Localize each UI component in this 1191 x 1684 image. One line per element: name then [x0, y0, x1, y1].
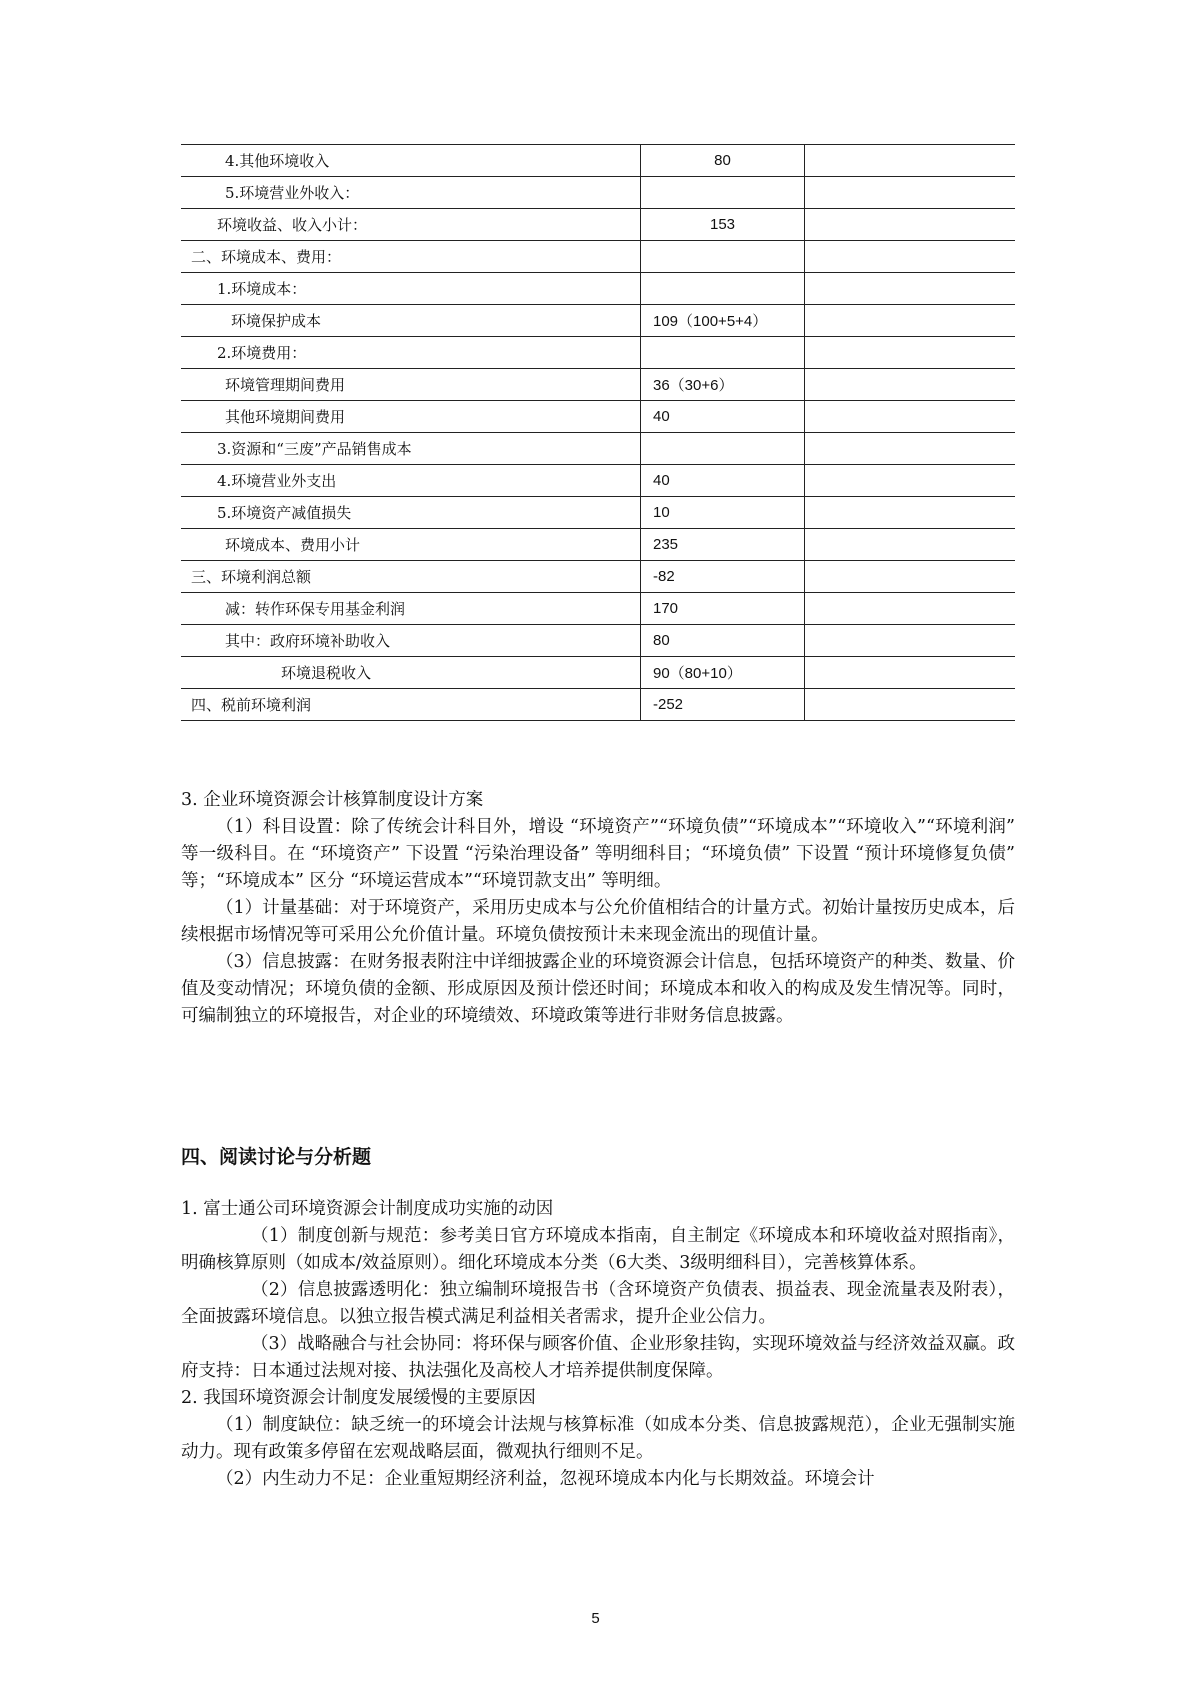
row-note	[805, 433, 1016, 465]
row-note	[805, 561, 1016, 593]
table-row	[181, 593, 1015, 625]
question-2-title: 2. 我国环境资源会计制度发展缓慢的主要原因	[181, 1388, 536, 1408]
row-note	[805, 145, 1016, 177]
row-value: 90（80+10）	[641, 657, 805, 689]
table-row	[181, 625, 1015, 657]
row-note	[805, 273, 1016, 305]
section-3-paragraph-1: （1）科目设置：除了传统会计科目外，增设 “环境资产”“环境负债”“环境成本”“环境收入”“环境利润” 等一级科目。在 “环境资产” 下设置 “污染治理设备” 等明细科目；“环境负债” 下设置 “预计环境修复负债” 等；“环境成本” 区分 “环境运营成本”“环境罚款支出” 等明细。	[181, 817, 1015, 891]
row-note	[805, 497, 1016, 529]
row-value: 170	[641, 593, 805, 625]
row-label: 三、环境利润总额	[181, 561, 641, 593]
table-row	[181, 305, 1015, 337]
row-note	[805, 369, 1016, 401]
question-1-paragraph-1: （1）制度创新与规范：参考美日官方环境成本指南，自主制定《环境成本和环境收益对照指南》，明确核算原则（如成本/效益原则）。细化环境成本分类（6大类、3级明细科目），完善核算体系。	[181, 1226, 1015, 1273]
row-label: 3.资源和“三废”产品销售成本	[181, 433, 641, 465]
row-value	[641, 273, 805, 305]
section-4-heading: 四、阅读讨论与分析题	[181, 1146, 372, 1168]
row-value: 109（100+5+4）	[641, 305, 805, 337]
row-label: 二、环境成本、费用：	[181, 241, 641, 273]
row-label: 其中：政府环境补助收入	[181, 625, 641, 657]
environmental-profit-table	[181, 144, 1015, 721]
table-row	[181, 657, 1015, 689]
row-label: 环境退税收入	[181, 657, 641, 689]
row-label: 其他环境期间费用	[181, 401, 641, 433]
question-1-paragraph-2: （2）信息披露透明化：独立编制环境报告书（含环境资产负债表、损益表、现金流量表及附表），全面披露环境信息。以独立报告模式满足利益相关者需求，提升企业公信力。	[181, 1280, 1015, 1327]
row-label: 四、税前环境利润	[181, 689, 641, 721]
row-note	[805, 305, 1016, 337]
table-row	[181, 273, 1015, 305]
row-note	[805, 401, 1016, 433]
row-value: 10	[641, 497, 805, 529]
table-row	[181, 433, 1015, 465]
row-note	[805, 657, 1016, 689]
row-label: 环境收益、收入小计：	[181, 209, 641, 241]
row-label: 减：转作环保专用基金利润	[181, 593, 641, 625]
row-label: 1.环境成本：	[181, 273, 641, 305]
question-2-paragraph-2: （2）内生动力不足：企业重短期经济利益，忽视环境成本内化与长期效益。环境会计	[216, 1469, 875, 1489]
row-note	[805, 177, 1016, 209]
row-note	[805, 689, 1016, 721]
row-note	[805, 529, 1016, 561]
table-row	[181, 177, 1015, 209]
row-label: 环境保护成本	[181, 305, 641, 337]
table-row	[181, 497, 1015, 529]
row-value: 40	[641, 465, 805, 497]
section-3-paragraph-2: （1）计量基础：对于环境资产，采用历史成本与公允价值相结合的计量方式。初始计量按历史成本，后续根据市场情况等可采用公允价值计量。环境负债按预计未来现金流出的现值计量。	[181, 898, 1015, 945]
table-row	[181, 369, 1015, 401]
row-value: -252	[641, 689, 805, 721]
table-row	[181, 529, 1015, 561]
row-value	[641, 337, 805, 369]
row-value: -82	[641, 561, 805, 593]
row-note	[805, 593, 1016, 625]
row-label: 4.其他环境收入	[181, 145, 641, 177]
table-row	[181, 337, 1015, 369]
row-note	[805, 241, 1016, 273]
table-row	[181, 241, 1015, 273]
row-value: 80	[641, 625, 805, 657]
row-value	[641, 433, 805, 465]
row-label: 2.环境费用：	[181, 337, 641, 369]
table-row	[181, 561, 1015, 593]
row-note	[805, 625, 1016, 657]
row-value: 235	[641, 529, 805, 561]
row-value	[641, 241, 805, 273]
page-number: 5	[591, 1610, 600, 1627]
row-value: 40	[641, 401, 805, 433]
question-2-paragraph-1: （1）制度缺位：缺乏统一的环境会计法规与核算标准（如成本分类、信息披露规范），企业无强制实施动力。现有政策多停留在宏观战略层面，微观执行细则不足。	[181, 1415, 1015, 1462]
section-3	[181, 787, 1015, 1030]
question-1-title: 1. 富士通公司环境资源会计制度成功实施的动因	[181, 1199, 554, 1219]
row-value: 153	[641, 209, 805, 241]
question-1-paragraph-3: （3）战略融合与社会协同：将环保与顾客价值、企业形象挂钩，实现环境效益与经济效益双赢。政府支持：日本通过法规对接、执法强化及高校人才培养提供制度保障。	[181, 1334, 1015, 1381]
row-value: 80	[641, 145, 805, 177]
table-row	[181, 209, 1015, 241]
row-label: 4.环境营业外支出	[181, 465, 641, 497]
table-row	[181, 465, 1015, 497]
row-note	[805, 209, 1016, 241]
row-label: 环境成本、费用小计	[181, 529, 641, 561]
section-3-title: 3. 企业环境资源会计核算制度设计方案	[181, 790, 484, 810]
section-4	[181, 1196, 1015, 1493]
row-note	[805, 337, 1016, 369]
row-label: 环境管理期间费用	[181, 369, 641, 401]
row-label: 5.环境资产减值损失	[181, 497, 641, 529]
row-value: 36（30+6）	[641, 369, 805, 401]
table-row	[181, 401, 1015, 433]
section-3-paragraph-3: （3）信息披露：在财务报表附注中详细披露企业的环境资源会计信息，包括环境资产的种类、数量、价值及变动情况；环境负债的金额、形成原因及预计偿还时间；环境成本和收入的构成及发生情况等。同时，可编制独立的环境报告，对企业的环境绩效、环境政策等进行非财务信息披露。	[181, 952, 1015, 1026]
table-row	[181, 689, 1015, 721]
row-note	[805, 465, 1016, 497]
row-label: 5.环境营业外收入：	[181, 177, 641, 209]
row-value	[641, 177, 805, 209]
table-row	[181, 145, 1015, 177]
